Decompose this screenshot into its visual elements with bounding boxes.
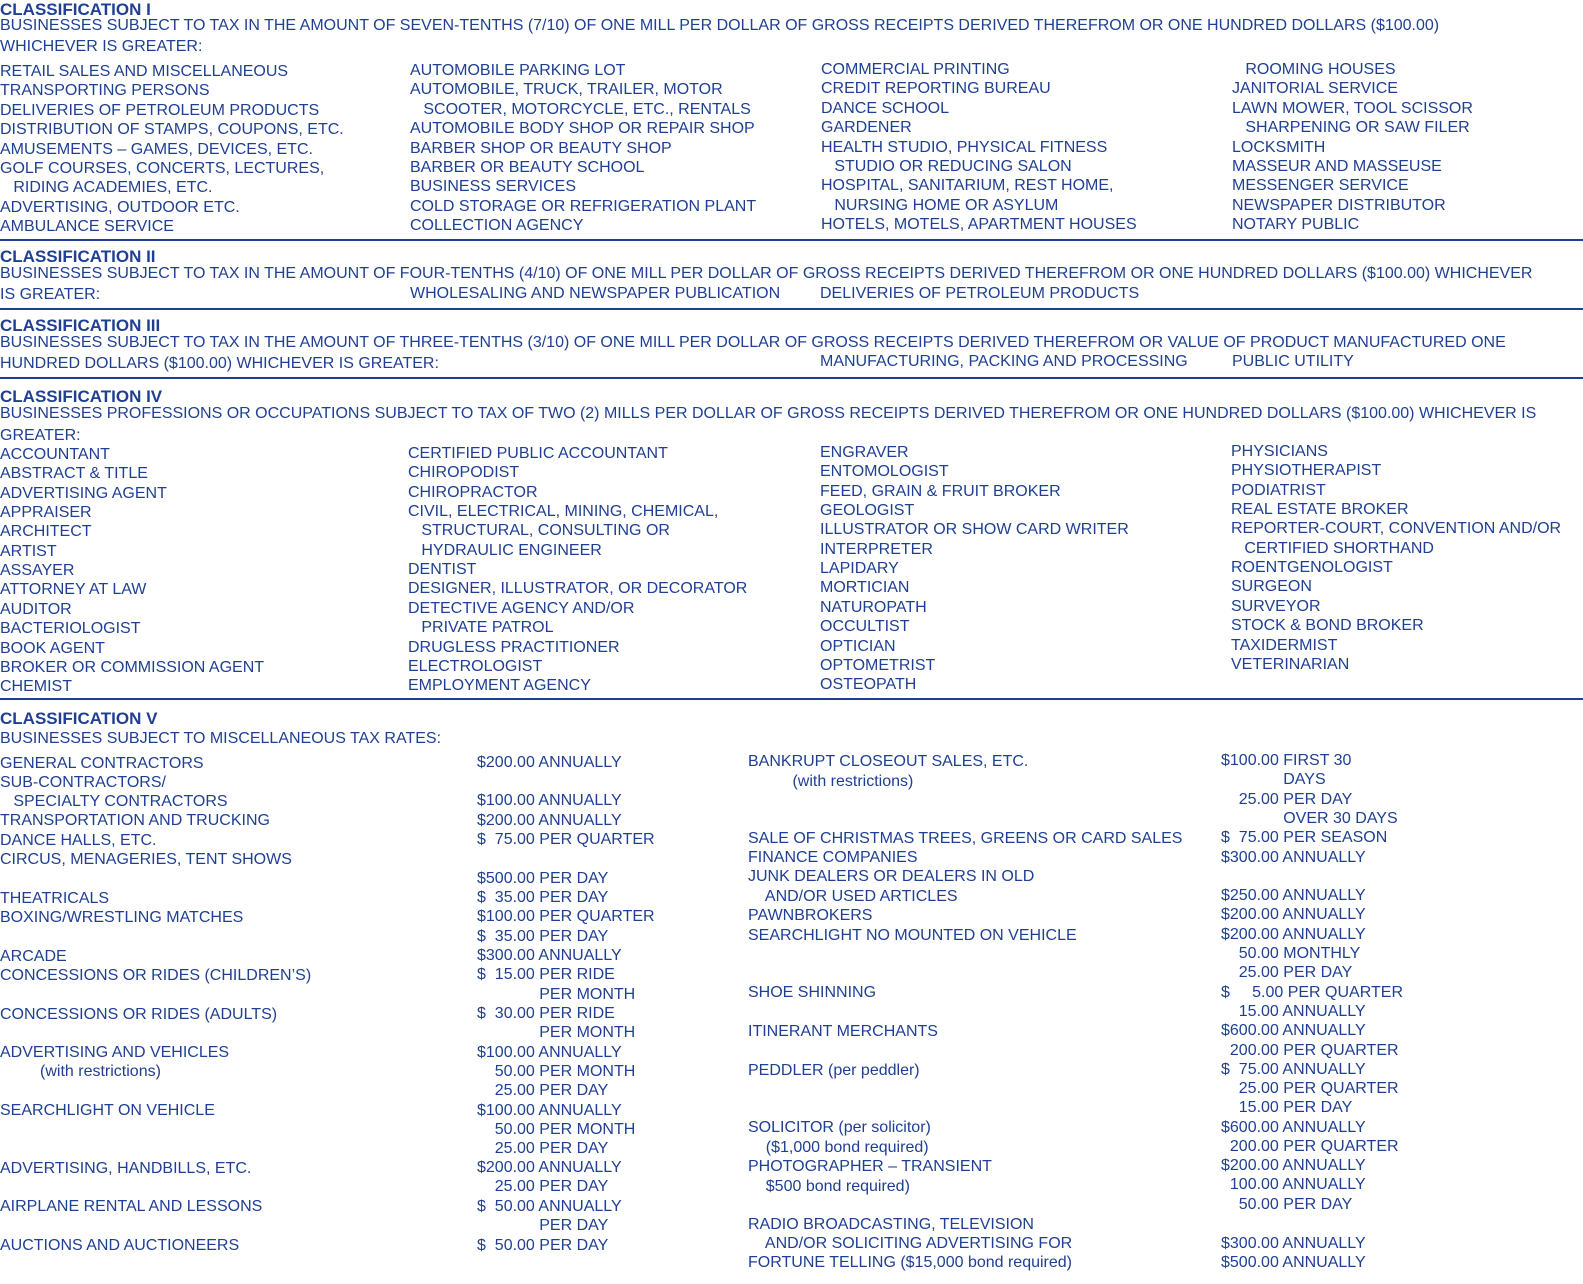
classification-1-item: AUTOMOBILE, TRUCK, TRAILER, MOTOR — [410, 81, 723, 98]
classification-2-intro-2: IS GREATER: — [0, 286, 101, 303]
classification-5-label: THEATRICALS — [0, 890, 110, 907]
classification-5-rate: $250.00 ANNUALLY — [1221, 887, 1366, 904]
classification-5-rate: $ 35.00 PER DAY — [477, 928, 609, 945]
classification-5-rate: $200.00 ANNUALLY — [477, 1159, 622, 1176]
classification-4-item: SURGEON — [1231, 578, 1312, 595]
classification-4-item: DETECTIVE AGENCY AND/OR — [408, 600, 635, 617]
classification-4-item: CHIROPODIST — [408, 464, 520, 481]
classification-4-item: EMPLOYMENT AGENCY — [408, 677, 591, 694]
classification-4-item: ABSTRACT & TITLE — [0, 465, 148, 482]
section-divider — [0, 308, 1583, 310]
classification-5-rate: 100.00 ANNUALLY — [1221, 1176, 1366, 1193]
classification-4-item: PHYSICIANS — [1231, 443, 1328, 460]
classification-4-item: HYDRAULIC ENGINEER — [408, 542, 602, 559]
classification-5-rate: $ 30.00 PER RIDE — [477, 1005, 615, 1022]
classification-5-label: SPECIALTY CONTRACTORS — [0, 793, 228, 810]
classification-1-item: BARBER SHOP OR BEAUTY SHOP — [410, 140, 672, 157]
classification-5-rate: $100.00 FIRST 30 — [1221, 752, 1352, 769]
section-divider — [0, 239, 1583, 241]
section-divider — [0, 698, 1583, 700]
classification-5-label: SALE OF CHRISTMAS TREES, GREENS OR CARD SALES — [748, 830, 1183, 847]
classification-4-item: SURVEYOR — [1231, 598, 1321, 615]
classification-5-intro: BUSINESSES SUBJECT TO MISCELLANEOUS TAX RATES: — [0, 730, 442, 747]
classification-5-label: RADIO BROADCASTING, TELEVISION — [748, 1216, 1034, 1233]
classification-1-item: NOTARY PUBLIC — [1232, 216, 1360, 233]
classification-1-item: AMUSEMENTS – GAMES, DEVICES, ETC. — [0, 141, 313, 158]
classification-4-item: ARCHITECT — [0, 523, 92, 540]
classification-4-item: BACTERIOLOGIST — [0, 620, 141, 637]
classification-5-label: AND/OR SOLICITING ADVERTISING FOR — [748, 1235, 1073, 1252]
classification-5-rate: 15.00 PER DAY — [1221, 1099, 1353, 1116]
classification-5-label: CIRCUS, MENAGERIES, TENT SHOWS — [0, 851, 292, 868]
classification-5-rate: PER MONTH — [477, 1024, 636, 1041]
classification-4-item: DRUGLESS PRACTITIONER — [408, 639, 620, 656]
classification-4-item: OPTOMETRIST — [820, 657, 936, 674]
classification-4-item: STRUCTURAL, CONSULTING OR — [408, 522, 670, 539]
classification-1-item: JANITORIAL SERVICE — [1232, 80, 1398, 97]
classification-5-rate: DAYS — [1221, 771, 1326, 788]
classification-1-item: COMMERCIAL PRINTING — [821, 61, 1010, 78]
classification-5-rate: $300.00 ANNUALLY — [477, 947, 622, 964]
classification-1-item: LOCKSMITH — [1232, 139, 1326, 156]
classification-5-rate: $ 75.00 PER QUARTER — [477, 831, 655, 848]
classification-1-item: HOSPITAL, SANITARIUM, REST HOME, — [821, 177, 1114, 194]
classification-4-item: REPORTER-COURT, CONVENTION AND/OR — [1231, 520, 1562, 537]
classification-5-label: SOLICITOR (per solicitor) — [748, 1119, 931, 1136]
classification-5-label: PEDDLER (per peddler) — [748, 1062, 920, 1079]
classification-5-rate: $ 75.00 ANNUALLY — [1221, 1061, 1366, 1078]
classification-4-item: LAPIDARY — [820, 560, 899, 577]
classification-1-item: RIDING ACADEMIES, ETC. — [0, 179, 213, 196]
classification-5-label: $500 bond required) — [748, 1178, 910, 1195]
classification-5-rate: 50.00 PER MONTH — [477, 1063, 636, 1080]
classification-1-intro-line: BUSINESSES SUBJECT TO TAX IN THE AMOUNT OF SEVEN-TENTHS (7/10) OF ONE MILL PER DOLLAR OF GROSS RECEIPTS DERIVED THEREFROM OR ONE HUNDRED DOLLARS ($100.00) — [0, 17, 1440, 34]
classification-1-item: BARBER OR BEAUTY SCHOOL — [410, 159, 645, 176]
classification-5-label: SHOE SHINNING — [748, 984, 877, 1001]
classification-4-item: PHYSIOTHERAPIST — [1231, 462, 1382, 479]
classification-4-item: APPRAISER — [0, 504, 92, 521]
classification-5-rate: $ 75.00 PER SEASON — [1221, 829, 1388, 846]
classification-4-item: BROKER OR COMMISSION AGENT — [0, 659, 265, 676]
classification-4-item: OCCULTIST — [820, 618, 910, 635]
classification-5-rate: $100.00 PER QUARTER — [477, 908, 655, 925]
classification-5-rate: OVER 30 DAYS — [1221, 810, 1398, 827]
classification-5-label: FINANCE COMPANIES — [748, 849, 918, 866]
classification-5-rate: $600.00 ANNUALLY — [1221, 1022, 1366, 1039]
classification-5-rate: PER MONTH — [477, 986, 636, 1003]
classification-5-rate: $200.00 ANNUALLY — [1221, 926, 1366, 943]
classification-5-rate: 50.00 MONTHLY — [1221, 945, 1361, 962]
classification-5-label: TRANSPORTATION AND TRUCKING — [0, 812, 270, 829]
classification-1-item: DELIVERIES OF PETROLEUM PRODUCTS — [0, 102, 320, 119]
classification-5-rate: 25.00 PER DAY — [477, 1140, 609, 1157]
classification-4-item: ASSAYER — [0, 562, 75, 579]
section-divider — [0, 377, 1583, 379]
classification-5-label: CONCESSIONS OR RIDES (ADULTS) — [0, 1006, 278, 1023]
classification-5-rate: 25.00 PER DAY — [1221, 964, 1353, 981]
classification-5-label: CONCESSIONS OR RIDES (CHILDREN’S) — [0, 967, 312, 984]
classification-1-item: MESSENGER SERVICE — [1232, 177, 1409, 194]
classification-4-intro-line: BUSINESSES PROFESSIONS OR OCCUPATIONS SUBJECT TO TAX OF TWO (2) MILLS PER DOLLAR OF GROSS RECEIPTS DERIVED THEREFROM OR ONE HUNDRED DOLLARS ($100.00) WHICHEVER IS — [0, 405, 1537, 422]
classification-4-item: MORTICIAN — [820, 579, 910, 596]
classification-5-label: ADVERTISING AND VEHICLES — [0, 1044, 230, 1061]
classification-1-item: AMBULANCE SERVICE — [0, 218, 174, 235]
classification-5-label: PAWNBROKERS — [748, 907, 873, 924]
classification-4-item: ACCOUNTANT — [0, 446, 110, 463]
classification-4-item: ATTORNEY AT LAW — [0, 581, 147, 598]
classification-5-rate: $300.00 ANNUALLY — [1221, 1235, 1366, 1252]
classification-5-label: ($1,000 bond required) — [748, 1139, 929, 1156]
classification-5-title: CLASSIFICATION V — [0, 709, 158, 728]
classification-5-rate: $ 50.00 PER DAY — [477, 1237, 609, 1254]
classification-4-item: TAXIDERMIST — [1231, 637, 1338, 654]
classification-4-item: AUDITOR — [0, 601, 72, 618]
classification-5-rate: $ 50.00 ANNUALLY — [477, 1198, 622, 1215]
classification-4-item: CIVIL, ELECTRICAL, MINING, CHEMICAL, — [408, 503, 719, 520]
classification-4-item: PODIATRIST — [1231, 482, 1326, 499]
classification-5-rate: 15.00 ANNUALLY — [1221, 1003, 1366, 1020]
classification-1-intro-line: WHICHEVER IS GREATER: — [0, 38, 203, 55]
classification-1-item: HEALTH STUDIO, PHYSICAL FITNESS — [821, 139, 1108, 156]
classification-1-item: NURSING HOME OR ASYLUM — [821, 197, 1059, 214]
classification-4-item: FEED, GRAIN & FRUIT BROKER — [820, 483, 1061, 500]
classification-5-rate: 25.00 PER DAY — [1221, 791, 1353, 808]
classification-4-item: CHEMIST — [0, 678, 72, 695]
classification-5-rate: 25.00 PER DAY — [477, 1082, 609, 1099]
classification-5-rate: 200.00 PER QUARTER — [1221, 1042, 1399, 1059]
classification-5-rate: $100.00 ANNUALLY — [477, 1044, 622, 1061]
classification-3-title: CLASSIFICATION III — [0, 316, 161, 335]
classification-5-rate: $600.00 ANNUALLY — [1221, 1119, 1366, 1136]
classification-1-item: RETAIL SALES AND MISCELLANEOUS — [0, 63, 289, 80]
classification-4-item: CERTIFIED SHORTHAND — [1231, 540, 1434, 557]
classification-4-item: CERTIFIED PUBLIC ACCOUNTANT — [408, 445, 668, 462]
classification-5-label: ITINERANT MERCHANTS — [748, 1023, 938, 1040]
classification-4-item: OSTEOPATH — [820, 676, 917, 693]
classification-4-item: INTERPRETER — [820, 541, 933, 558]
classification-4-item: CHIROPRACTOR — [408, 484, 538, 501]
classification-5-label: SEARCHLIGHT NO MOUNTED ON VEHICLE — [748, 927, 1077, 944]
classification-5-rate: $100.00 ANNUALLY — [477, 1102, 622, 1119]
classification-5-label: GENERAL CONTRACTORS — [0, 755, 204, 772]
classification-1-item: GARDENER — [821, 119, 912, 136]
classification-4-item: STOCK & BOND BROKER — [1231, 617, 1424, 634]
classification-1-item: ADVERTISING, OUTDOOR ETC. — [0, 199, 240, 216]
classification-3-item: MANUFACTURING, PACKING AND PROCESSING — [820, 353, 1188, 370]
classification-1-item: BUSINESS SERVICES — [410, 178, 576, 195]
classification-5-label: FORTUNE TELLING ($15,000 bond required) — [748, 1254, 1073, 1271]
classification-1-item: AUTOMOBILE PARKING LOT — [410, 62, 626, 79]
classification-5-rate: $500.00 PER DAY — [477, 870, 609, 887]
classification-4-item: ROENTGENOLOGIST — [1231, 559, 1393, 576]
classification-5-rate: $300.00 ANNUALLY — [1221, 849, 1366, 866]
classification-2-intro: BUSINESSES SUBJECT TO TAX IN THE AMOUNT OF FOUR-TENTHS (4/10) OF ONE MILL PER DOLLAR OF GROSS RECEIPTS DERIVED THEREFROM OR ONE HUNDRED DOLLARS ($100.00) WHICHEVER — [0, 265, 1533, 282]
classification-5-label: AIRPLANE RENTAL AND LESSONS — [0, 1198, 263, 1215]
classification-4-item: REAL ESTATE BROKER — [1231, 501, 1409, 518]
classification-5-label: AND/OR USED ARTICLES — [748, 888, 958, 905]
classification-1-item: GOLF COURSES, CONCERTS, LECTURES, — [0, 160, 325, 177]
classification-5-label: (with restrictions) — [748, 773, 914, 790]
classification-5-label: PHOTOGRAPHER – TRANSIENT — [748, 1158, 992, 1175]
classification-5-label: BANKRUPT CLOSEOUT SALES, ETC. — [748, 753, 1029, 770]
classification-4-item: NATUROPATH — [820, 599, 927, 616]
classification-1-item: CREDIT REPORTING BUREAU — [821, 80, 1051, 97]
classification-5-rate: 50.00 PER DAY — [1221, 1196, 1353, 1213]
classification-5-label: BOXING/WRESTLING MATCHES — [0, 909, 244, 926]
classification-4-item: VETERINARIAN — [1231, 656, 1350, 673]
classification-1-item: ROOMING HOUSES — [1232, 61, 1396, 78]
classification-5-rate: $200.00 ANNUALLY — [477, 812, 622, 829]
classification-1-item: DANCE SCHOOL — [821, 100, 950, 117]
classification-5-label: ADVERTISING, HANDBILLS, ETC. — [0, 1160, 252, 1177]
classification-3-item: PUBLIC UTILITY — [1232, 353, 1354, 370]
classification-1-item: LAWN MOWER, TOOL SCISSOR — [1232, 100, 1473, 117]
classification-3-intro: BUSINESSES SUBJECT TO TAX IN THE AMOUNT OF THREE-TENTHS (3/10) OF ONE MILL PER DOLLAR OF GROSS RECEIPTS DERIVED THEREFROM OR VALUE OF PRODUCT MANUFACTURED ONE — [0, 334, 1506, 351]
classification-4-item: ENTOMOLOGIST — [820, 463, 949, 480]
classification-2-item: WHOLESALING AND NEWSPAPER PUBLICATION — [410, 285, 781, 302]
classification-5-label: DANCE HALLS, ETC. — [0, 832, 157, 849]
classification-5-label: AUCTIONS AND AUCTIONEERS — [0, 1237, 240, 1254]
classification-5-rate: $200.00 ANNUALLY — [477, 754, 622, 771]
classification-2-title: CLASSIFICATION II — [0, 247, 156, 266]
classification-5-label: SUB-CONTRACTORS/ — [0, 774, 166, 791]
classification-4-intro-line: GREATER: — [0, 427, 81, 444]
classification-2-item: DELIVERIES OF PETROLEUM PRODUCTS — [820, 285, 1140, 302]
classification-5-rate: PER DAY — [477, 1217, 609, 1234]
classification-1-item: HOTELS, MOTELS, APARTMENT HOUSES — [821, 216, 1137, 233]
classification-5-label: JUNK DEALERS OR DEALERS IN OLD — [748, 868, 1035, 885]
classification-1-item: SHARPENING OR SAW FILER — [1232, 119, 1470, 136]
classification-5-rate: 25.00 PER QUARTER — [1221, 1080, 1399, 1097]
classification-4-item: DENTIST — [408, 561, 477, 578]
classification-4-item: ENGRAVER — [820, 444, 909, 461]
classification-4-item: BOOK AGENT — [0, 640, 105, 657]
classification-5-label: ARCADE — [0, 948, 67, 965]
classification-4-title: CLASSIFICATION IV — [0, 387, 163, 406]
classification-5-rate: 25.00 PER DAY — [477, 1178, 609, 1195]
classification-1-item: COLD STORAGE OR REFRIGERATION PLANT — [410, 198, 757, 215]
classification-4-item: OPTICIAN — [820, 638, 896, 655]
classification-4-item: GEOLOGIST — [820, 502, 915, 519]
classification-5-rate: $200.00 ANNUALLY — [1221, 1157, 1366, 1174]
classification-1-item: MASSEUR AND MASSEUSE — [1232, 158, 1442, 175]
classification-5-rate: $ 15.00 PER RIDE — [477, 966, 615, 983]
classification-1-item: COLLECTION AGENCY — [410, 217, 584, 234]
classification-5-rate: $ 35.00 PER DAY — [477, 889, 609, 906]
classification-5-rate: 50.00 PER MONTH — [477, 1121, 636, 1138]
classification-1-item: TRANSPORTING PERSONS — [0, 82, 210, 99]
classification-4-item: PRIVATE PATROL — [408, 619, 554, 636]
classification-1-item: SCOOTER, MOTORCYCLE, ETC., RENTALS — [410, 101, 751, 118]
classification-5-rate: $500.00 ANNUALLY — [1221, 1254, 1366, 1271]
classification-1-item: STUDIO OR REDUCING SALON — [821, 158, 1072, 175]
classification-4-item: DESIGNER, ILLUSTRATOR, OR DECORATOR — [408, 580, 748, 597]
classification-1-title: CLASSIFICATION I — [0, 0, 151, 19]
classification-4-item: ILLUSTRATOR OR SHOW CARD WRITER — [820, 521, 1129, 538]
classification-5-rate: $ 5.00 PER QUARTER — [1221, 984, 1403, 1001]
classification-5-rate: $200.00 ANNUALLY — [1221, 906, 1366, 923]
classification-4-item: ELECTROLOGIST — [408, 658, 543, 675]
classification-4-item: ADVERTISING AGENT — [0, 485, 167, 502]
classification-5-rate: 200.00 PER QUARTER — [1221, 1138, 1399, 1155]
classification-3-intro-2: HUNDRED DOLLARS ($100.00) WHICHEVER IS GREATER: — [0, 355, 439, 372]
classification-5-label: SEARCHLIGHT ON VEHICLE — [0, 1102, 215, 1119]
classification-5-rate: $100.00 ANNUALLY — [477, 792, 622, 809]
classification-5-label: (with restrictions) — [0, 1063, 161, 1080]
classification-4-item: ARTIST — [0, 543, 57, 560]
classification-1-item: DISTRIBUTION OF STAMPS, COUPONS, ETC. — [0, 121, 344, 138]
classification-1-item: NEWSPAPER DISTRIBUTOR — [1232, 197, 1446, 214]
classification-1-item: AUTOMOBILE BODY SHOP OR REPAIR SHOP — [410, 120, 755, 137]
